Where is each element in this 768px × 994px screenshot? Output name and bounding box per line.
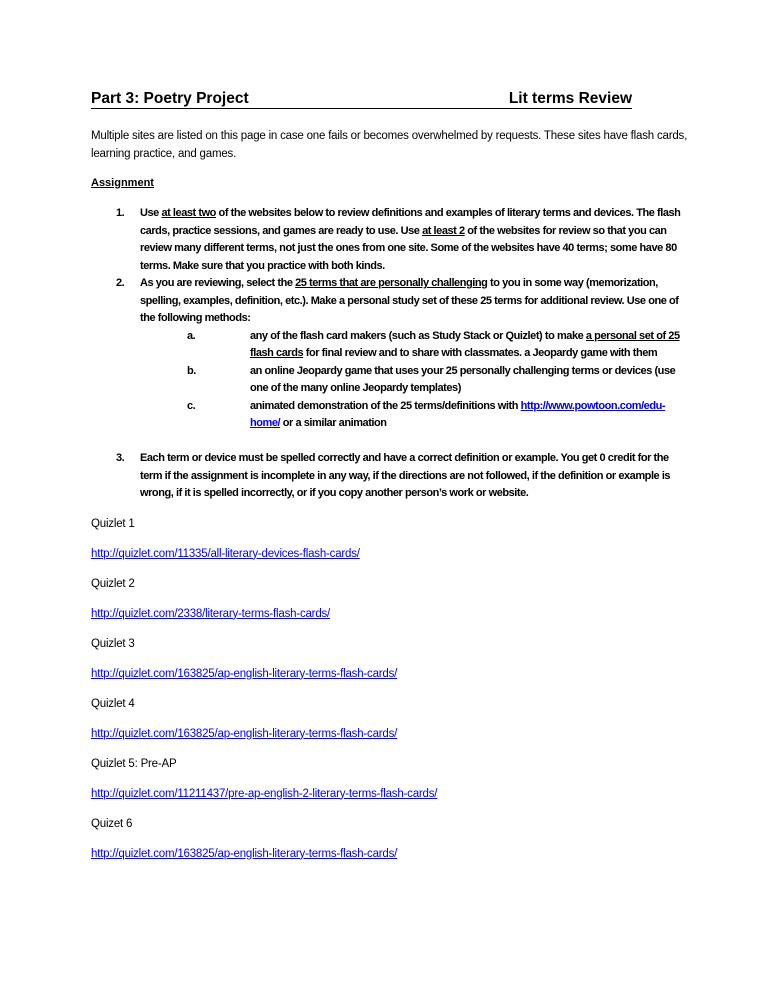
list-item-body [140,205,682,275]
list-item-text [140,450,682,503]
link-label: Quizlet 3 [91,637,135,650]
sub-item-text [250,363,682,398]
link-label: Quizlet 5: Pre-AP [91,757,177,770]
underlined-text: at least two [161,207,216,219]
text-segment: As you are reviewing, select the [140,277,296,289]
text-segment: for final review and to share with classmates. a Jeopardy game with them [303,347,658,359]
intro-paragraph: Multiple sites are listed on this page in case one fails or becomes overwhelmed by requests. These sites have flash cards, learning practice, and games. [91,130,688,160]
page-title [91,90,632,109]
sub-item-letter: b. [187,364,196,377]
underlined-text: a personal set of 25 flash cards [250,329,680,359]
assignment-list [91,205,691,503]
assignment-heading-text: Assignment [91,177,154,189]
list-number: 3. [116,452,125,464]
text-segment: animated demonstration of the 25 terms/definitions with [250,399,521,412]
link-row [91,839,691,869]
list-item-text [140,275,682,328]
link-label: Quizlet 2 [91,577,135,590]
site-link[interactable]: http://quizlet.com/2338/literary-terms-flash-cards/ [91,607,331,620]
list-item [91,275,691,433]
list-number: 1. [116,207,125,219]
text-segment: an online Jeopardy game that uses your 25 personally challenging terms or devices (use one of the many online Jeopardy templates) [250,364,676,394]
title-right: Lit terms Review [508,90,632,107]
sub-item [140,398,682,433]
assignment-heading [91,175,186,191]
site-link[interactable]: http://quizlet.com/163825/ap-english-literary-terms-flash-cards/ [91,847,398,860]
link[interactable]: http://www.powtoon.com/edu-home/ [250,399,666,429]
text-segment: to you in some way (memorization, spelling, examples, definition, etc.). Make a personal study set of these 25 terms for additional review. Use one of the following methods: [140,277,679,324]
link-row [91,539,691,569]
sub-item-letter: a. [187,329,196,342]
sub-item-text [250,398,682,433]
site-link[interactable]: http://quizlet.com/11211437/pre-ap-english-2-literary-terms-flash-cards/ [91,787,438,800]
underlined-text: 25 terms that are personally challenging [295,277,488,289]
text-segment: of the websites below to review definitions and examples of literary terms and devices. The flash cards, practice sessions, and games are ready to use. Use [140,207,681,237]
site-link[interactable]: http://quizlet.com/163825/ap-english-literary-terms-flash-cards/ [91,667,398,680]
link-label: Quizlet 4 [91,697,135,710]
text-segment: Use [140,207,162,219]
site-link[interactable]: http://quizlet.com/163825/ap-english-literary-terms-flash-cards/ [91,727,398,740]
list-number: 2. [116,277,125,289]
link-row [91,659,691,689]
site-link[interactable]: http://quizlet.com/11335/all-literary-devices-flash-cards/ [91,547,360,560]
link-row [91,599,691,629]
list-item-text [140,205,682,275]
title-left: Part 3: Poetry Project [91,90,249,107]
list-item [91,450,691,503]
text-segment: of the websites for review so that you can review many different terms, not just the ones from one site. Some of the websites have 40 terms; some have 80 terms. Make sure that you practice with both kinds. [140,224,677,272]
link-row [91,779,691,809]
document-body [91,205,691,869]
underlined-text: at least 2 [422,224,465,237]
text-segment: Each term or device must be spelled correctly and have a correct definition or example. You get 0 credit for the term if the assignment is incomplete in any way, if the directions are not followed, if the definition or example is wrong, if it is spelled incorrectly, or if you copy another person’s work or website. [140,452,671,499]
site-links [91,509,691,869]
link-row [91,719,691,749]
list-item-body [140,275,682,433]
sub-item-letter: c. [187,399,196,412]
link-label: Quizlet 1 [91,517,135,530]
text-segment: or a similar animation [280,417,387,429]
link-label: Quizet 6 [91,817,133,830]
sub-item-text [250,328,682,363]
sub-item [140,363,682,398]
list-item [91,205,691,275]
list-item-body [140,450,682,503]
text-segment: any of the flash card makers (such as Study Stack or Quizlet) to make [250,329,586,342]
sub-item [140,328,682,363]
